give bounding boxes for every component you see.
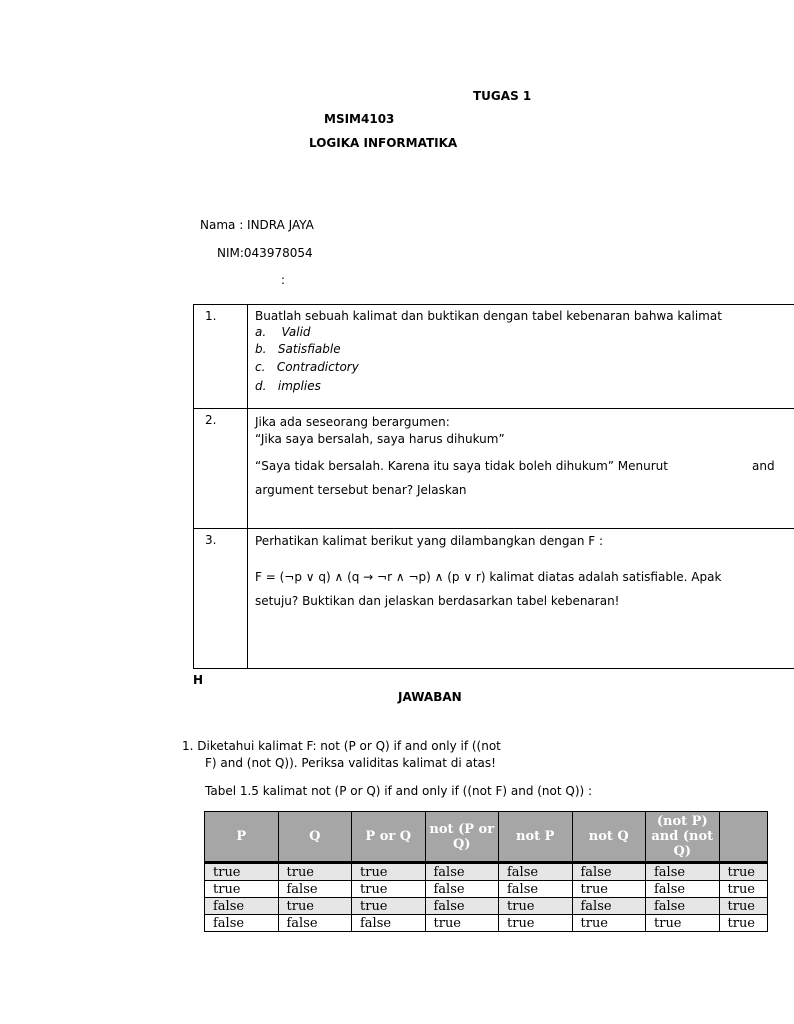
table-cell: true	[719, 863, 768, 881]
table-cell: true	[278, 863, 352, 881]
option-d: d. implies	[255, 379, 321, 393]
question-1-text: Buatlah sebuah kalimat dan buktikan dengan tabel kebenaran bahwa kalimat	[255, 309, 722, 323]
table-cell: true	[205, 881, 279, 898]
table-cell: false	[572, 898, 646, 915]
column-header: not (P or Q)	[425, 812, 499, 863]
column-header: (not P) and (not Q)	[646, 812, 720, 863]
table-cell: true	[719, 898, 768, 915]
table-cell: false	[499, 881, 573, 898]
table-cell: true	[572, 881, 646, 898]
question-number-cell	[194, 409, 248, 528]
question-3-line-2: F = (¬p ∨ q) ∧ (q → ¬r ∧ ¬p) ∧ (p ∨ r) kalimat diatas adalah satisfiable. Apak	[255, 570, 722, 584]
option-a: a. Valid	[255, 325, 311, 339]
question-2-line-2: “Jika saya bersalah, saya harus dihukum”	[255, 432, 505, 446]
column-header: P or Q	[352, 812, 426, 863]
table-row	[205, 863, 768, 881]
column-header: not Q	[572, 812, 646, 863]
table-cell: false	[205, 898, 279, 915]
table-cell: false	[425, 863, 499, 881]
table-cell: true	[278, 898, 352, 915]
column-header: not P	[499, 812, 573, 863]
table-cell: true	[719, 881, 768, 898]
table-cell: false	[425, 881, 499, 898]
table-cell: false	[499, 863, 573, 881]
table-cell: false	[278, 881, 352, 898]
table-cell: false	[646, 863, 720, 881]
table-row	[205, 915, 768, 932]
question-3-line-3: setuju? Buktikan dan jelaskan berdasarkan tabel kebenaran!	[255, 594, 620, 608]
table-cell: true	[205, 863, 279, 881]
question-3-line-1: Perhatikan kalimat berikut yang dilambangkan dengan F :	[255, 534, 603, 548]
table-cell: true	[352, 898, 426, 915]
question-number: 1.	[205, 309, 217, 323]
question-number-cell	[194, 305, 248, 408]
table-cell: true	[499, 898, 573, 915]
assignment-title: TUGAS 1	[473, 89, 532, 103]
table-cell: true	[352, 881, 426, 898]
table-cell: true	[646, 915, 720, 932]
course-name: LOGIKA INFORMATIKA	[309, 136, 458, 150]
course-code: MSIM4103	[324, 112, 395, 126]
question-2-line-3-end: and	[752, 459, 775, 473]
questions-table	[193, 304, 794, 669]
student-extra: :	[281, 273, 286, 287]
truth-table-header	[205, 812, 768, 863]
table-cell: false	[572, 863, 646, 881]
answer-item-1-line-1: 1. Diketahui kalimat F: not (P or Q) if and only if ((not	[182, 739, 501, 753]
table-cell: false	[205, 915, 279, 932]
table-cell: false	[646, 898, 720, 915]
table-row	[205, 898, 768, 915]
table-cell: true	[572, 915, 646, 932]
student-name: Nama : INDRA JAYA	[200, 218, 314, 232]
question-row-1	[194, 305, 794, 409]
table-cell: false	[352, 915, 426, 932]
student-nim: NIM:043978054	[217, 246, 313, 260]
option-c: c. Contradictory	[255, 360, 359, 374]
column-header	[719, 812, 768, 863]
truth-table	[204, 811, 768, 932]
question-2-line-1: Jika ada seseorang berargumen:	[255, 415, 450, 429]
table-cell: true	[352, 863, 426, 881]
table-cell: true	[719, 915, 768, 932]
question-number: 2.	[205, 413, 217, 427]
table-row	[205, 881, 768, 898]
question-2-line-3: “Saya tidak bersalah. Karena itu saya tidak boleh dihukum” Menurut	[255, 459, 668, 473]
table-cell: false	[646, 881, 720, 898]
table-cell: true	[499, 915, 573, 932]
question-number: 3.	[205, 533, 217, 547]
question-2-line-4: argument tersebut benar? Jelaskan	[255, 483, 467, 497]
answer-item-1-line-2: F) and (not Q)). Periksa validitas kalimat di atas!	[205, 756, 496, 770]
option-b: b. Satisfiable	[255, 342, 341, 356]
stray-letter: H	[193, 673, 204, 687]
table-cell: true	[425, 915, 499, 932]
question-row-3	[194, 529, 794, 669]
column-header: Q	[278, 812, 352, 863]
question-number-cell	[194, 529, 248, 668]
column-header: P	[205, 812, 279, 863]
table-cell: false	[425, 898, 499, 915]
table-cell: false	[278, 915, 352, 932]
question-row-2	[194, 409, 794, 529]
answer-heading: JAWABAN	[398, 690, 462, 704]
table-caption: Tabel 1.5 kalimat not (P or Q) if and only if ((not F) and (not Q)) :	[205, 784, 593, 798]
